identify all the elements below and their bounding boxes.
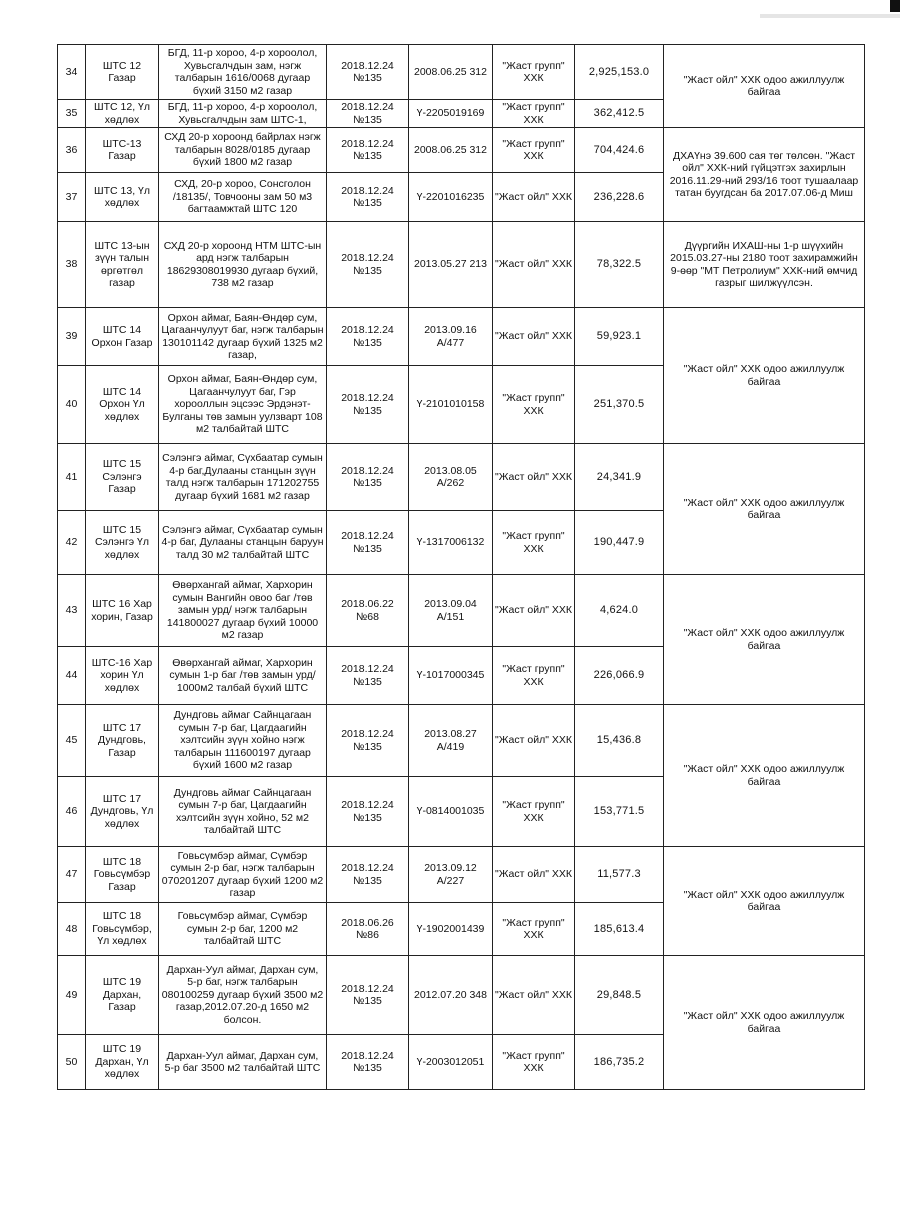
value: 15,436.8 xyxy=(575,705,664,777)
table-row xyxy=(58,705,865,777)
value: 29,848.5 xyxy=(575,956,664,1035)
owner: "Жаст групп" ХХК xyxy=(493,647,575,705)
decision-date: 2018.12.24 №135 xyxy=(327,956,409,1035)
value: 59,923.1 xyxy=(575,308,664,366)
table-row xyxy=(58,956,865,1035)
certificate: Ү-1317006132 xyxy=(409,511,493,575)
owner: "Жаст групп" ХХК xyxy=(493,100,575,128)
row-number: 47 xyxy=(58,847,86,903)
decision-date: 2018.12.24 №135 xyxy=(327,366,409,444)
scan-artifact-line xyxy=(760,14,900,18)
row-number: 35 xyxy=(58,100,86,128)
decision-date: 2018.06.22 №68 xyxy=(327,575,409,647)
address: СХД, 20-р хороо, Сонсголон /18135/, Товчооны зам 50 м3 багтаамжтай ШТС 120 xyxy=(159,173,327,222)
decision-date: 2018.12.24 №135 xyxy=(327,847,409,903)
note: "Жаст ойл" ХХК одоо ажиллуулж байгаа xyxy=(664,956,865,1090)
table-row xyxy=(58,45,865,100)
address: Говьсүмбэр аймаг, Сүмбэр сумын 2-р баг, 1200 м2 талбайтай ШТС xyxy=(159,903,327,956)
decision-date: 2018.12.24 №135 xyxy=(327,100,409,128)
owner: "Жаст ойл" ХХК xyxy=(493,173,575,222)
scan-artifact-mark xyxy=(890,0,900,12)
value: 704,424.6 xyxy=(575,128,664,173)
value: 4,624.0 xyxy=(575,575,664,647)
row-number: 50 xyxy=(58,1035,86,1090)
value: 2,925,153.0 xyxy=(575,45,664,100)
address: Өвөрхангай аймаг, Хархорин сумын Вангийн овоо баг /төв замын урд/ нэгж талбарын 141800027 дугаар бүхий 10000 м2 газар xyxy=(159,575,327,647)
address: СХД 20-р хороонд НТМ ШТС-ын ард нэгж талбарын 18629308019930 дугаар бүхий, 738 м2 газар xyxy=(159,222,327,308)
certificate: Ү-1017000345 xyxy=(409,647,493,705)
value: 185,613.4 xyxy=(575,903,664,956)
table-row xyxy=(58,847,865,903)
row-number: 39 xyxy=(58,308,86,366)
note: ДХАҮнэ 39.600 сая төг төлсөн. "Жаст ойл" ХХК-ний гүйцэтгэх захирлын 2016.11.29-ний 293/16 тоот тушаалаар татан буугдсан ба 2017.07.06-д Миш xyxy=(664,128,865,222)
owner: "Жаст ойл" ХХК xyxy=(493,575,575,647)
certificate: 2008.06.25 312 xyxy=(409,45,493,100)
station-name: ШТС 18 Говьсүмбэр, Үл хөдлөх xyxy=(86,903,159,956)
certificate: 2013.09.12 А/227 xyxy=(409,847,493,903)
note: "Жаст ойл" ХХК одоо ажиллуулж байгаа xyxy=(664,45,865,128)
decision-date: 2018.12.24 №135 xyxy=(327,777,409,847)
certificate: 2008.06.25 312 xyxy=(409,128,493,173)
row-number: 38 xyxy=(58,222,86,308)
address: БГД, 11-р хороо, 4-р хороолол, Хувьсгалчдын зам, нэгж талбарын 1616/0068 дугаар бүхий 3150 м2 газар xyxy=(159,45,327,100)
certificate: Ү-2003012051 xyxy=(409,1035,493,1090)
owner: "Жаст ойл" ХХК xyxy=(493,222,575,308)
station-name: ШТС 15 Сэлэнгэ Газар xyxy=(86,444,159,511)
decision-date: 2018.06.26 №86 xyxy=(327,903,409,956)
decision-date: 2018.12.24 №135 xyxy=(327,511,409,575)
decision-date: 2018.12.24 №135 xyxy=(327,128,409,173)
value: 251,370.5 xyxy=(575,366,664,444)
address: Сэлэнгэ аймаг, Сүхбаатар сумын 4-р баг, Дулааны станцын баруун талд 30 м2 талбайтай ШТС xyxy=(159,511,327,575)
certificate: Ү-2201016235 xyxy=(409,173,493,222)
row-number: 46 xyxy=(58,777,86,847)
table-row xyxy=(58,444,865,511)
certificate: 2013.08.05 А/262 xyxy=(409,444,493,511)
property-table xyxy=(57,44,865,1090)
station-name: ШТС 14 Орхон Газар xyxy=(86,308,159,366)
certificate: Ү-2101010158 xyxy=(409,366,493,444)
certificate: 2013.09.16 А/477 xyxy=(409,308,493,366)
owner: "Жаст групп" ХХК xyxy=(493,903,575,956)
decision-date: 2018.12.24 №135 xyxy=(327,1035,409,1090)
owner: "Жаст ойл" ХХК xyxy=(493,705,575,777)
note: "Жаст ойл" ХХК одоо ажиллуулж байгаа xyxy=(664,308,865,444)
decision-date: 2018.12.24 №135 xyxy=(327,45,409,100)
station-name: ШТС 16 Хар хорин, Газар xyxy=(86,575,159,647)
station-name: ШТС 12 Газар xyxy=(86,45,159,100)
table-row xyxy=(58,308,865,366)
note: "Жаст ойл" ХХК одоо ажиллуулж байгаа xyxy=(664,705,865,847)
row-number: 37 xyxy=(58,173,86,222)
certificate: Ү-2205019169 xyxy=(409,100,493,128)
table-row xyxy=(58,128,865,173)
certificate: 2013.09.04 А/151 xyxy=(409,575,493,647)
certificate: Ү-0814001035 xyxy=(409,777,493,847)
table-row xyxy=(58,222,865,308)
row-number: 40 xyxy=(58,366,86,444)
note: Дүүргийн ИХАШ-ны 1-р шүүхийн 2015.03.27-ны 2180 тоот захирамжийн 9-өөр "МТ Петролиум" ХХК-ний өмчид газрыг шилжүүлсэн. xyxy=(664,222,865,308)
owner: "Жаст ойл" ХХК xyxy=(493,308,575,366)
station-name: ШТС 18 Говьсүмбэр Газар xyxy=(86,847,159,903)
value: 11,577.3 xyxy=(575,847,664,903)
note: "Жаст ойл" ХХК одоо ажиллуулж байгаа xyxy=(664,847,865,956)
row-number: 42 xyxy=(58,511,86,575)
decision-date: 2018.12.24 №135 xyxy=(327,647,409,705)
owner: "Жаст ойл" ХХК xyxy=(493,847,575,903)
value: 153,771.5 xyxy=(575,777,664,847)
value: 190,447.9 xyxy=(575,511,664,575)
row-number: 43 xyxy=(58,575,86,647)
certificate: 2013.05.27 213 xyxy=(409,222,493,308)
address: БГД, 11-р хороо, 4-р хороолол, Хувьсгалчдын зам ШТС-1, xyxy=(159,100,327,128)
address: Орхон аймаг, Баян-Өндөр сум, Цагаанчулуут баг, Гэр хорооллын эцсээс Эрдэнэт-Булганы төв замын уулзварт 108 м2 талбайтай ШТС xyxy=(159,366,327,444)
owner: "Жаст ойл" ХХК xyxy=(493,444,575,511)
row-number: 36 xyxy=(58,128,86,173)
station-name: ШТС 17 Дундговь, Үл хөдлөх xyxy=(86,777,159,847)
decision-date: 2018.12.24 №135 xyxy=(327,444,409,511)
value: 24,341.9 xyxy=(575,444,664,511)
decision-date: 2018.12.24 №135 xyxy=(327,222,409,308)
decision-date: 2018.12.24 №135 xyxy=(327,173,409,222)
note: "Жаст ойл" ХХК одоо ажиллуулж байгаа xyxy=(664,444,865,575)
station-name: ШТС 14 Орхон Үл хөдлөх xyxy=(86,366,159,444)
value: 362,412.5 xyxy=(575,100,664,128)
address: СХД 20-р хороонд байрлах нэгж талбарын 8028/0185 дугаар бүхий 1800 м2 газар xyxy=(159,128,327,173)
value: 78,322.5 xyxy=(575,222,664,308)
address: Сэлэнгэ аймаг, Сүхбаатар сумын 4-р баг,Дулааны станцын зүүн талд нэгж талбарын 171202755 дугаар бүхий 1681 м2 газар xyxy=(159,444,327,511)
station-name: ШТС 19 Дархан, Газар xyxy=(86,956,159,1035)
owner: "Жаст групп" ХХК xyxy=(493,777,575,847)
row-number: 41 xyxy=(58,444,86,511)
row-number: 44 xyxy=(58,647,86,705)
station-name: ШТС 13, Үл хөдлөх xyxy=(86,173,159,222)
owner: "Жаст групп" ХХК xyxy=(493,128,575,173)
certificate: Ү-1902001439 xyxy=(409,903,493,956)
row-number: 48 xyxy=(58,903,86,956)
address: Дархан-Уул аймаг, Дархан сум, 5-р баг, нэгж талбарын 080100259 дугаар бүхий 3500 м2 газар,2012.07.20-д 1650 м2 болсон. xyxy=(159,956,327,1035)
station-name: ШТС 13-ын зүүн талын өргөтгөл газар xyxy=(86,222,159,308)
address: Дархан-Уул аймаг, Дархан сум, 5-р баг 3500 м2 талбайтай ШТС xyxy=(159,1035,327,1090)
station-name: ШТС-16 Хар хорин Үл хөдлөх xyxy=(86,647,159,705)
row-number: 34 xyxy=(58,45,86,100)
owner: "Жаст групп" ХХК xyxy=(493,366,575,444)
station-name: ШТС-13 Газар xyxy=(86,128,159,173)
station-name: ШТС 19 Дархан, Үл хөдлөх xyxy=(86,1035,159,1090)
station-name: ШТС 15 Сэлэнгэ Үл хөдлөх xyxy=(86,511,159,575)
address: Өвөрхангай аймаг, Хархорин сумын 1-р баг /төв замын урд/ 1000м2 талбай бүхий ШТС xyxy=(159,647,327,705)
value: 236,228.6 xyxy=(575,173,664,222)
row-number: 49 xyxy=(58,956,86,1035)
certificate: 2013.08.27 А/419 xyxy=(409,705,493,777)
address: Дундговь аймаг Сайнцагаан сумын 7-р баг, Цагдаагийн хэлтсийн зүүн хойно, 52 м2 талбайтай ШТС xyxy=(159,777,327,847)
owner: "Жаст групп" ХХК xyxy=(493,1035,575,1090)
decision-date: 2018.12.24 №135 xyxy=(327,308,409,366)
value: 226,066.9 xyxy=(575,647,664,705)
row-number: 45 xyxy=(58,705,86,777)
table-row xyxy=(58,575,865,647)
address: Говьсүмбэр аймаг, Сүмбэр сумын 2-р баг, нэгж талбарын 070201207 дугаар бүхий 1200 м2 газар xyxy=(159,847,327,903)
note: "Жаст ойл" ХХК одоо ажиллуулж байгаа xyxy=(664,575,865,705)
value: 186,735.2 xyxy=(575,1035,664,1090)
certificate: 2012.07.20 348 xyxy=(409,956,493,1035)
station-name: ШТС 12, Үл хөдлөх xyxy=(86,100,159,128)
owner: "Жаст ойл" ХХК xyxy=(493,956,575,1035)
owner: "Жаст групп" ХХК xyxy=(493,45,575,100)
decision-date: 2018.12.24 №135 xyxy=(327,705,409,777)
station-name: ШТС 17 Дундговь, Газар xyxy=(86,705,159,777)
address: Дундговь аймаг Сайнцагаан сумын 7-р баг, Цагдаагийн хэлтсийн зүүн хойно нэгж талбарын 111600197 дугаар бүхий 1600 м2 газар xyxy=(159,705,327,777)
owner: "Жаст групп" ХХК xyxy=(493,511,575,575)
address: Орхон аймаг, Баян-Өндөр сум, Цагаанчулуут баг, нэгж талбарын 130101142 дугаар бүхий 1325 м2 газар, xyxy=(159,308,327,366)
